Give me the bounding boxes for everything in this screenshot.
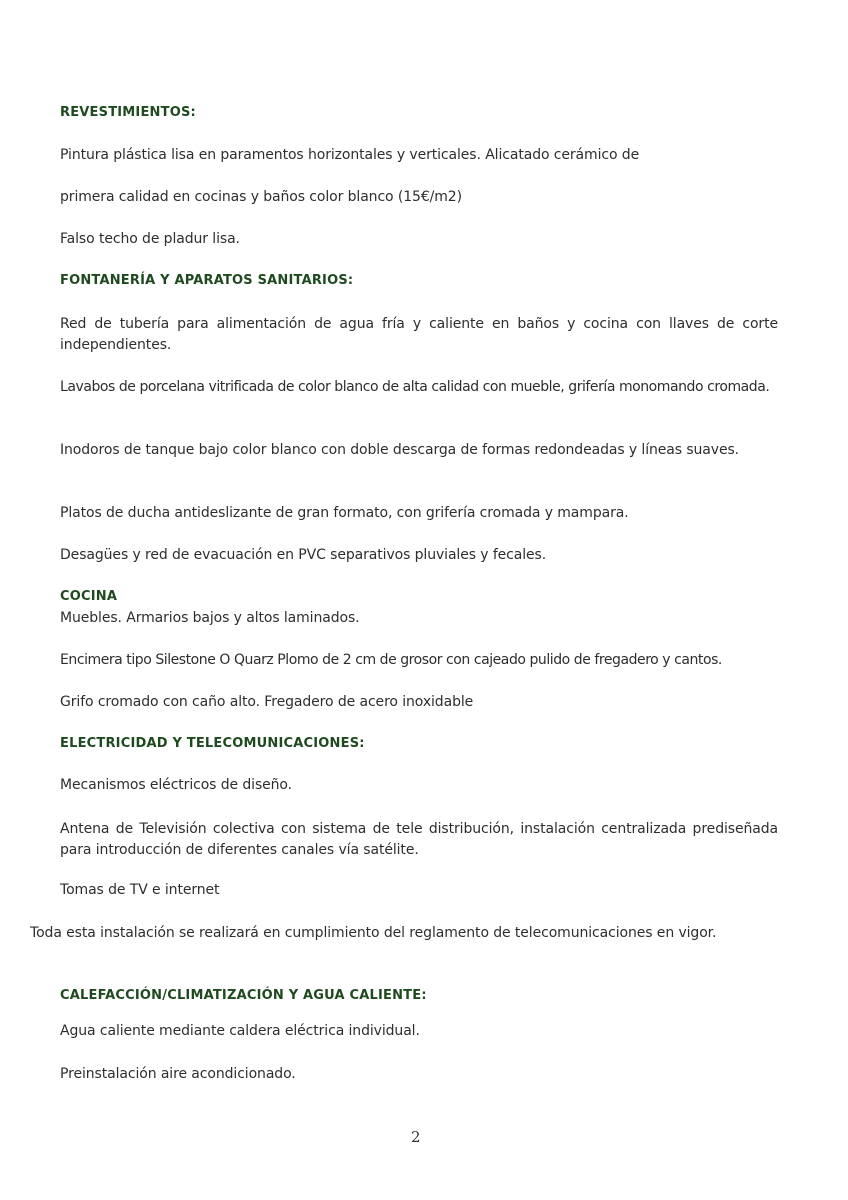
revestimientos-line-1: Pintura plástica lisa en paramentos horizontales y verticales. Alicatado cerámico de: [60, 147, 640, 163]
cocina-line-2: Encimera tipo Silestone O Quarz Plomo de 2 cm de grosor con cajeado pulido de fregadero y cantos.: [60, 652, 722, 668]
fontaneria-paragraph-5: Desagües y red de evacuación en PVC separativos pluviales y fecales.: [60, 547, 547, 563]
electricidad-paragraph-1: Antena de Televisión colectiva con sistema de tele distribución, instalación centralizada prediseñada para introducción de diferentes canales vía satélite.: [60, 821, 778, 858]
fontaneria-paragraph-4: Platos de ducha antideslizante de gran formato, con grifería cromada y mampara.: [60, 505, 629, 521]
cocina-line-3: Grifo cromado con caño alto. Fregadero de acero inoxidable: [60, 694, 474, 710]
fontaneria-paragraph-1: Red de tubería para alimentación de agua fría y caliente en baños y cocina con llaves de corte independientes.: [60, 316, 778, 353]
heading-electricidad: ELECTRICIDAD Y TELECOMUNICACIONES:: [60, 736, 365, 751]
fontaneria-paragraph-3: Inodoros de tanque bajo color blanco con doble descarga de formas redondeadas y líneas suaves.: [60, 442, 740, 458]
electricidad-line-1: Mecanismos eléctricos de diseño.: [60, 777, 293, 793]
electricidad-note: Toda esta instalación se realizará en cumplimiento del reglamento de telecomunicaciones en vigor.: [30, 925, 717, 941]
calefaccion-line-1: Agua caliente mediante caldera eléctrica individual.: [60, 1023, 420, 1039]
heading-fontaneria: FONTANERÍA Y APARATOS SANITARIOS:: [60, 273, 354, 288]
electricidad-line-2: Tomas de TV e internet: [60, 882, 220, 898]
cocina-line-1: Muebles. Armarios bajos y altos laminados.: [60, 610, 360, 626]
revestimientos-line-3: Falso techo de pladur lisa.: [60, 231, 240, 247]
heading-cocina: COCINA: [60, 589, 118, 604]
calefaccion-line-2: Preinstalación aire acondicionado.: [60, 1066, 296, 1082]
revestimientos-line-2: primera calidad en cocinas y baños color blanco (15€/m2): [60, 189, 462, 205]
fontaneria-paragraph-2: Lavabos de porcelana vitrificada de color blanco de alta calidad con mueble, grifería monomando cromada.: [60, 379, 770, 395]
page-number: 2: [411, 1128, 421, 1146]
heading-revestimientos: REVESTIMIENTOS:: [60, 105, 196, 120]
heading-calefaccion: CALEFACCIÓN/CLIMATIZACIÓN Y AGUA CALIENTE:: [60, 988, 427, 1003]
